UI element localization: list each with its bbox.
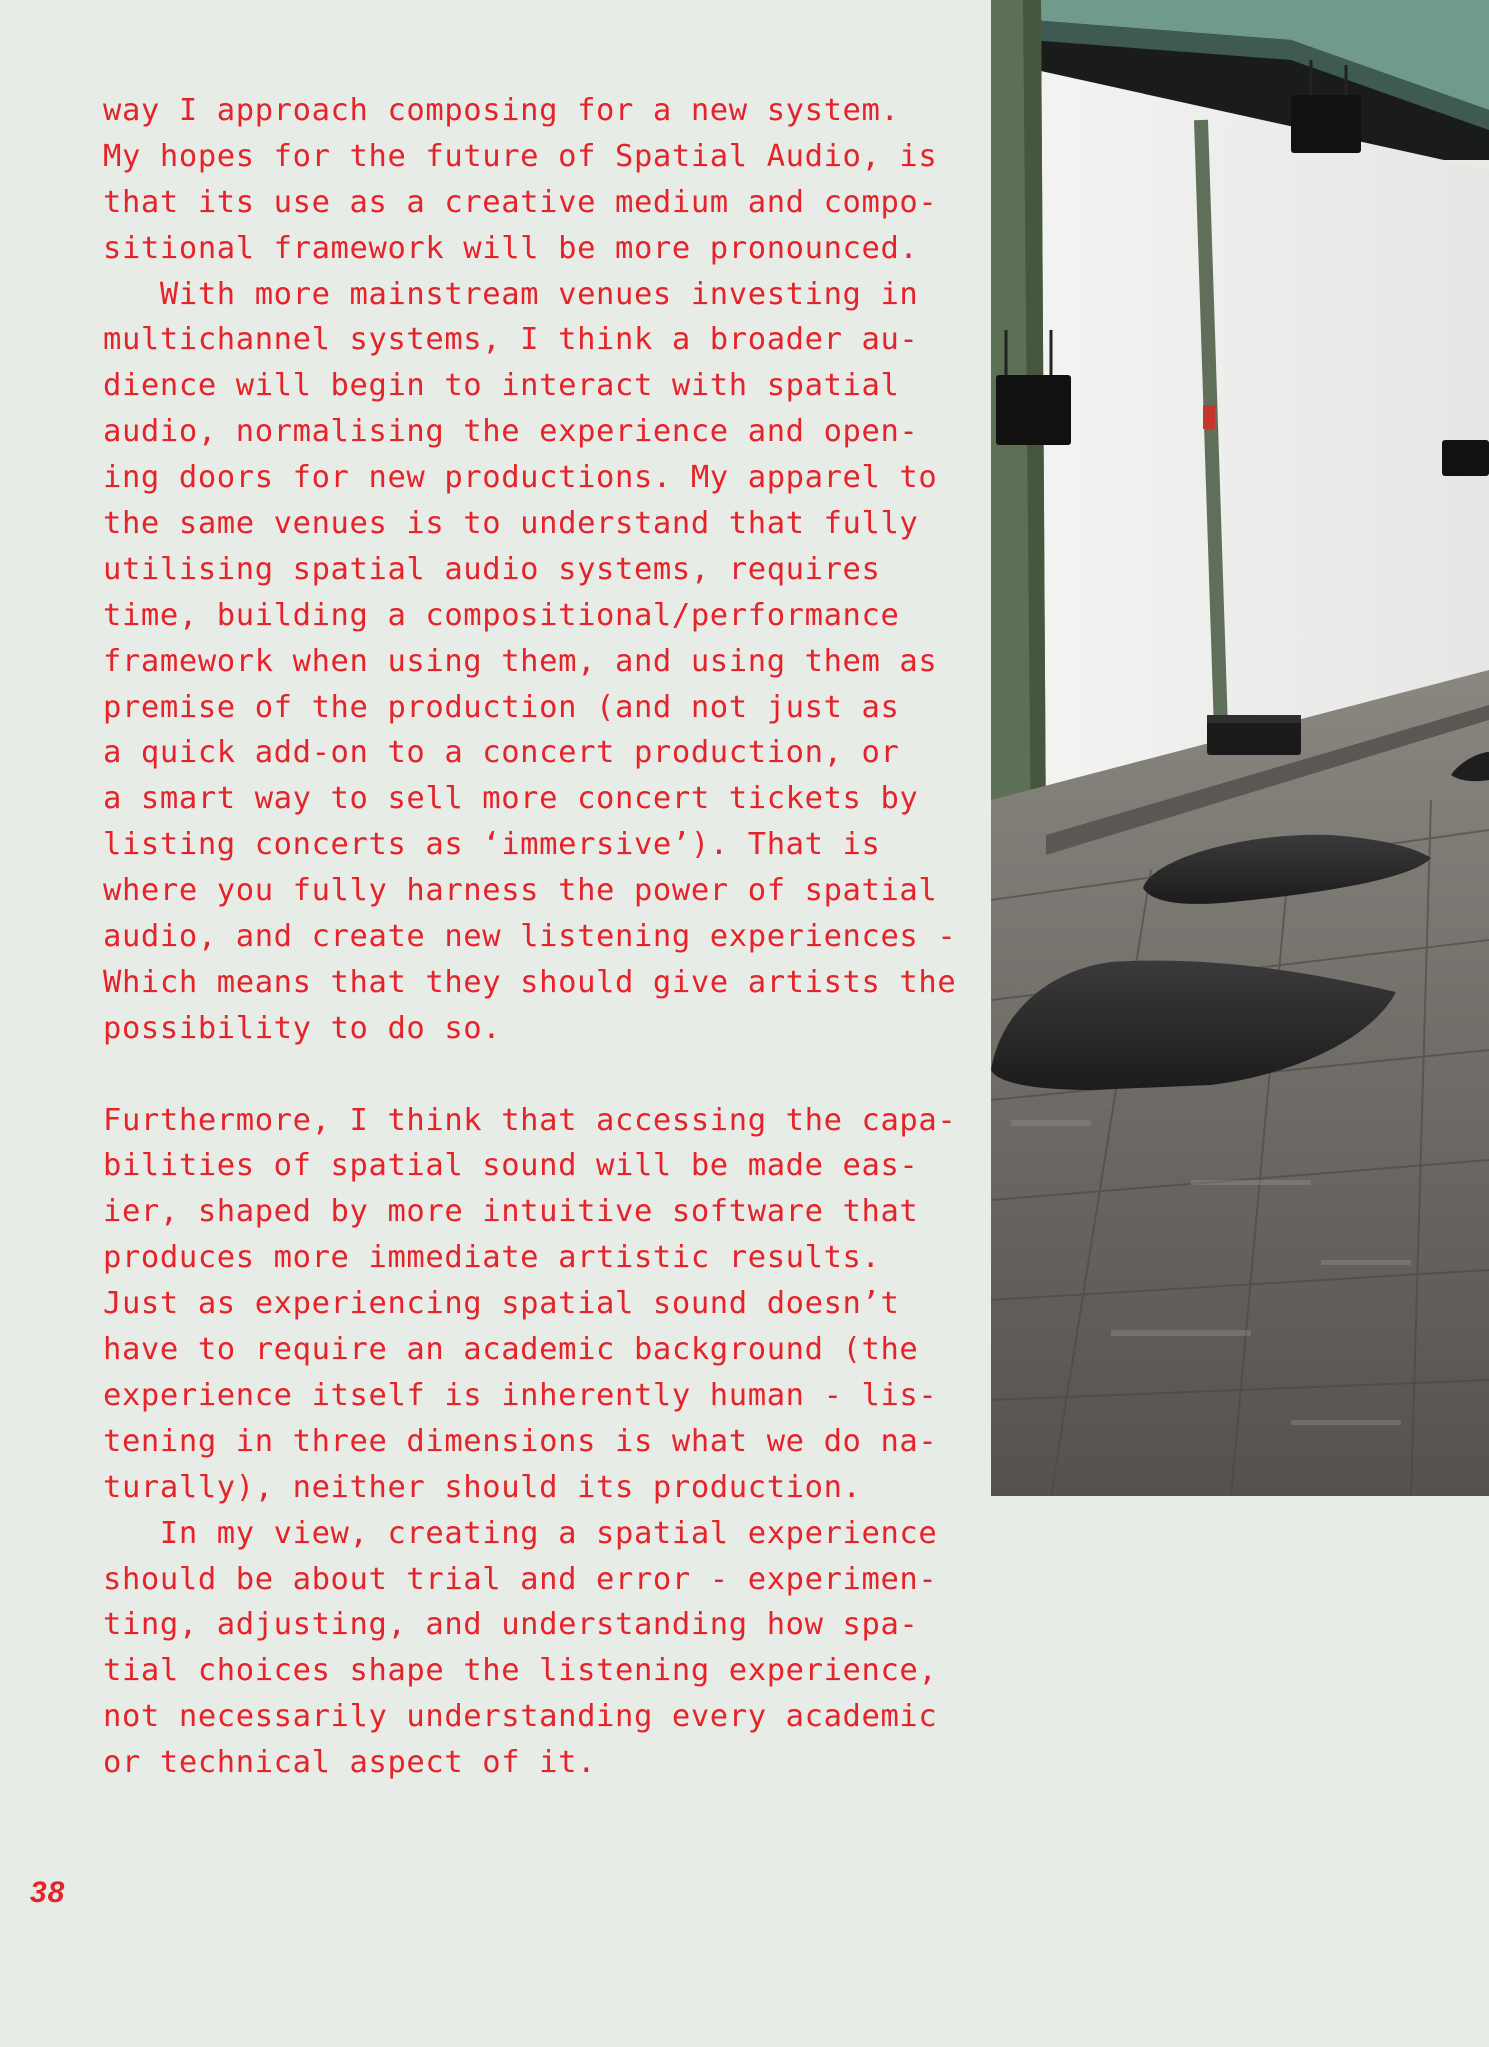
text-line: utilising spatial audio systems, requires [103, 551, 881, 587]
text-line: a quick add-on to a concert production, or [103, 735, 900, 771]
text-line: Just as experiencing spatial sound doesn’t [103, 1286, 900, 1322]
text-line: have to require an academic background (the [103, 1332, 919, 1368]
text-line: bilities of spatial sound will be made eas- [103, 1148, 919, 1184]
text-line: audio, and create new listening experiences - [103, 919, 957, 955]
text-line: way I approach composing for a new system. [103, 93, 900, 128]
paragraph-3 [103, 1098, 963, 1511]
text-line: sitional framework will be more pronounced. [103, 230, 919, 266]
text-line: ing doors for new productions. My apparel to [103, 460, 938, 496]
text-line: that its use as a creative medium and compo- [103, 184, 938, 220]
text-line: not necessarily understanding every academic [103, 1699, 938, 1735]
article-body [103, 88, 963, 1786]
text-line: In my view, creating a spatial experience [103, 1515, 938, 1551]
speaker [1291, 95, 1361, 153]
venue-photo [991, 0, 1489, 1496]
text-line: possibility to do so. [103, 1010, 502, 1046]
text-line: ier, shaped by more intuitive software that [103, 1194, 919, 1230]
text-line: premise of the production (and not just as [103, 689, 900, 725]
paragraph-1 [103, 88, 963, 272]
text-line: should be about trial and error - experimen- [103, 1561, 938, 1597]
speaker [996, 375, 1071, 445]
text-line: where you fully harness the power of spatial [103, 873, 938, 909]
paragraph-2 [103, 272, 963, 1052]
text-line: tial choices shape the listening experience, [103, 1653, 938, 1689]
text-line: With more mainstream venues investing in [103, 276, 919, 312]
text-line: time, building a compositional/performance [103, 597, 900, 633]
text-line: My hopes for the future of Spatial Audio, is [103, 138, 938, 174]
speaker [1442, 440, 1489, 476]
text-line: Furthermore, I think that accessing the capa- [103, 1102, 957, 1138]
paragraph-4 [103, 1511, 963, 1786]
text-line: dience will begin to interact with spatial [103, 368, 900, 404]
text-line: Which means that they should give artists the [103, 964, 957, 1000]
text-line: experience itself is inherently human - lis- [103, 1377, 938, 1413]
venue-photo-illustration [991, 0, 1489, 1496]
text-line: tening in three dimensions is what we do na- [103, 1423, 938, 1459]
page-number: 38 [30, 1876, 66, 1909]
text-line: the same venues is to understand that fully [103, 506, 919, 542]
text-line: multichannel systems, I think a broader au- [103, 322, 919, 358]
text-line: ting, adjusting, and understanding how spa- [103, 1607, 919, 1643]
text-line: audio, normalising the experience and open- [103, 414, 919, 450]
text-line: produces more immediate artistic results. [103, 1240, 881, 1276]
text-line: framework when using them, and using them as [103, 643, 938, 679]
text-line: listing concerts as ‘immersive’). That is [103, 827, 881, 863]
paragraph-gap [103, 1052, 963, 1098]
text-line: turally), neither should its production. [103, 1469, 862, 1505]
text-line: or technical aspect of it. [103, 1745, 597, 1781]
text-line: a smart way to sell more concert tickets by [103, 781, 919, 817]
